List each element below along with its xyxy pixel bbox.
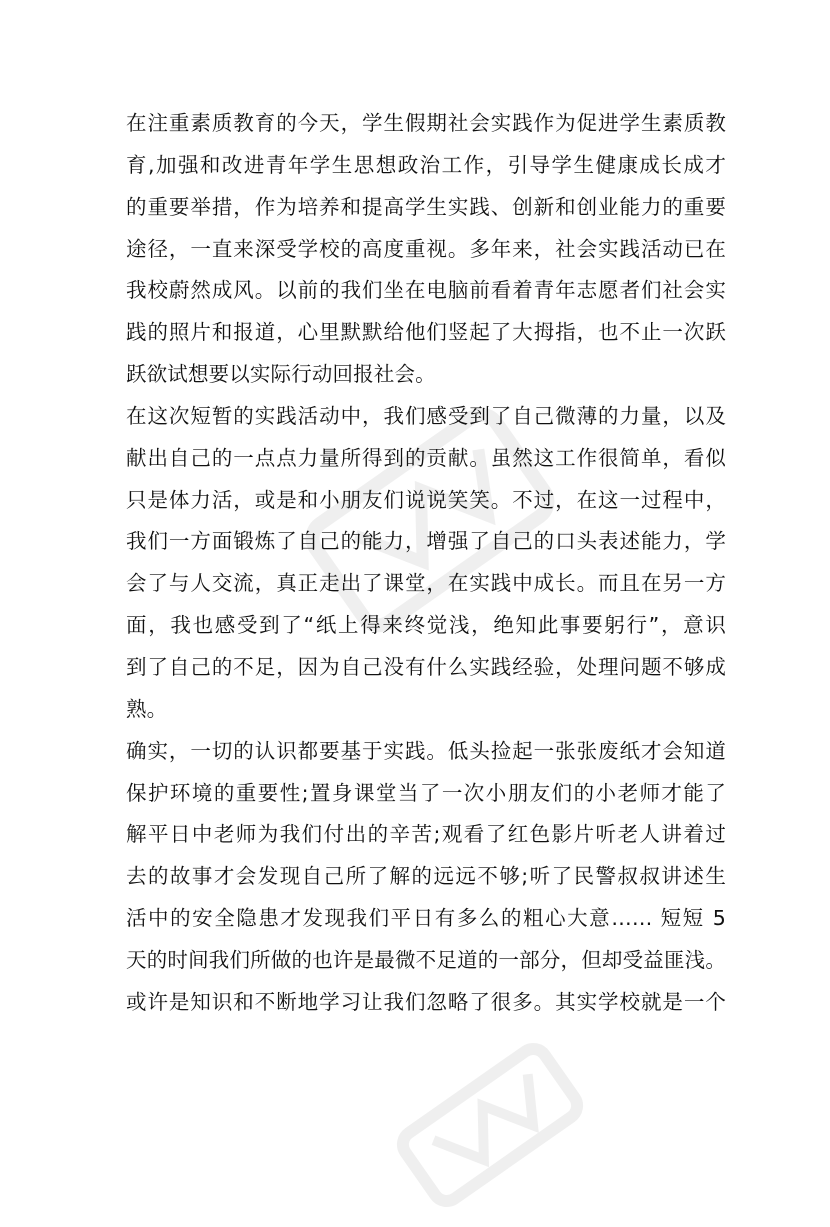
text-line: 育,加强和改进青年学生思想政治工作，引导学生健康成长成才	[126, 152, 726, 177]
text-line: 献出自己的一点点力量所得到的贡献。虽然这工作很简单，看似	[126, 445, 726, 470]
text-line: 的重要举措，作为培养和提高学生实践、创新和创业能力的重要	[126, 194, 726, 219]
text-line: 我们一方面锻炼了自己的能力，增强了自己的口头表述能力，学	[126, 529, 726, 554]
text-line: 践的照片和报道，心里默默给他们竖起了大拇指，也不止一次跃	[126, 320, 726, 345]
text-line: 我校蔚然成风。以前的我们坐在电脑前看着青年志愿者们社会实	[126, 278, 726, 303]
text-line: 跃欲试想要以实际行动回报社会。	[126, 362, 436, 387]
watermark-logo-bottom	[377, 1023, 604, 1227]
text-line: 确实，一切的认识都要基于实践。低头捡起一张张废纸才会知道	[126, 738, 726, 763]
text-line: 或许是知识和不断地学习让我们忽略了很多。其实学校就是一个	[126, 989, 726, 1014]
text-line: 解平日中老师为我们付出的辛苦;观看了红色影片听老人讲着过	[126, 822, 726, 847]
text-line: 在这次短暂的实践活动中，我们感受到了自己微薄的力量，以及	[126, 403, 726, 428]
text-line: 熟。	[126, 696, 168, 721]
text-line: 会了与人交流，真正走出了课堂，在实践中成长。而且在另一方	[126, 571, 726, 596]
text-line: 保护环境的重要性;置身课堂当了一次小朋友们的小老师才能了	[126, 780, 726, 805]
text-line: 去的故事才会发现自己所了解的远远不够;听了民警叔叔讲述生	[126, 864, 726, 889]
text-line: 到了自己的不足，因为自己没有什么实践经验，处理问题不够成	[126, 654, 726, 679]
text-line: 活中的安全隐患才发现我们平日有多么的粗心大意…… 短短 5	[126, 906, 726, 931]
text-line: 在注重素质教育的今天，学生假期社会实践作为促进学生素质教	[126, 111, 726, 135]
text-line: 只是体力活，或是和小朋友们说说笑笑。不过，在这一过程中，	[126, 487, 726, 512]
body-text	[126, 103, 726, 1024]
text-line: 天的时间我们所做的也许是最微不足道的一部分，但却受益匪浅。	[126, 947, 726, 972]
text-line: 面，我也感受到了“纸上得来终觉浅，绝知此事要躬行”，意识	[126, 613, 726, 638]
text-line: 途径，一直来深受学校的高度重视。多年来，社会实践活动已在	[126, 236, 726, 261]
